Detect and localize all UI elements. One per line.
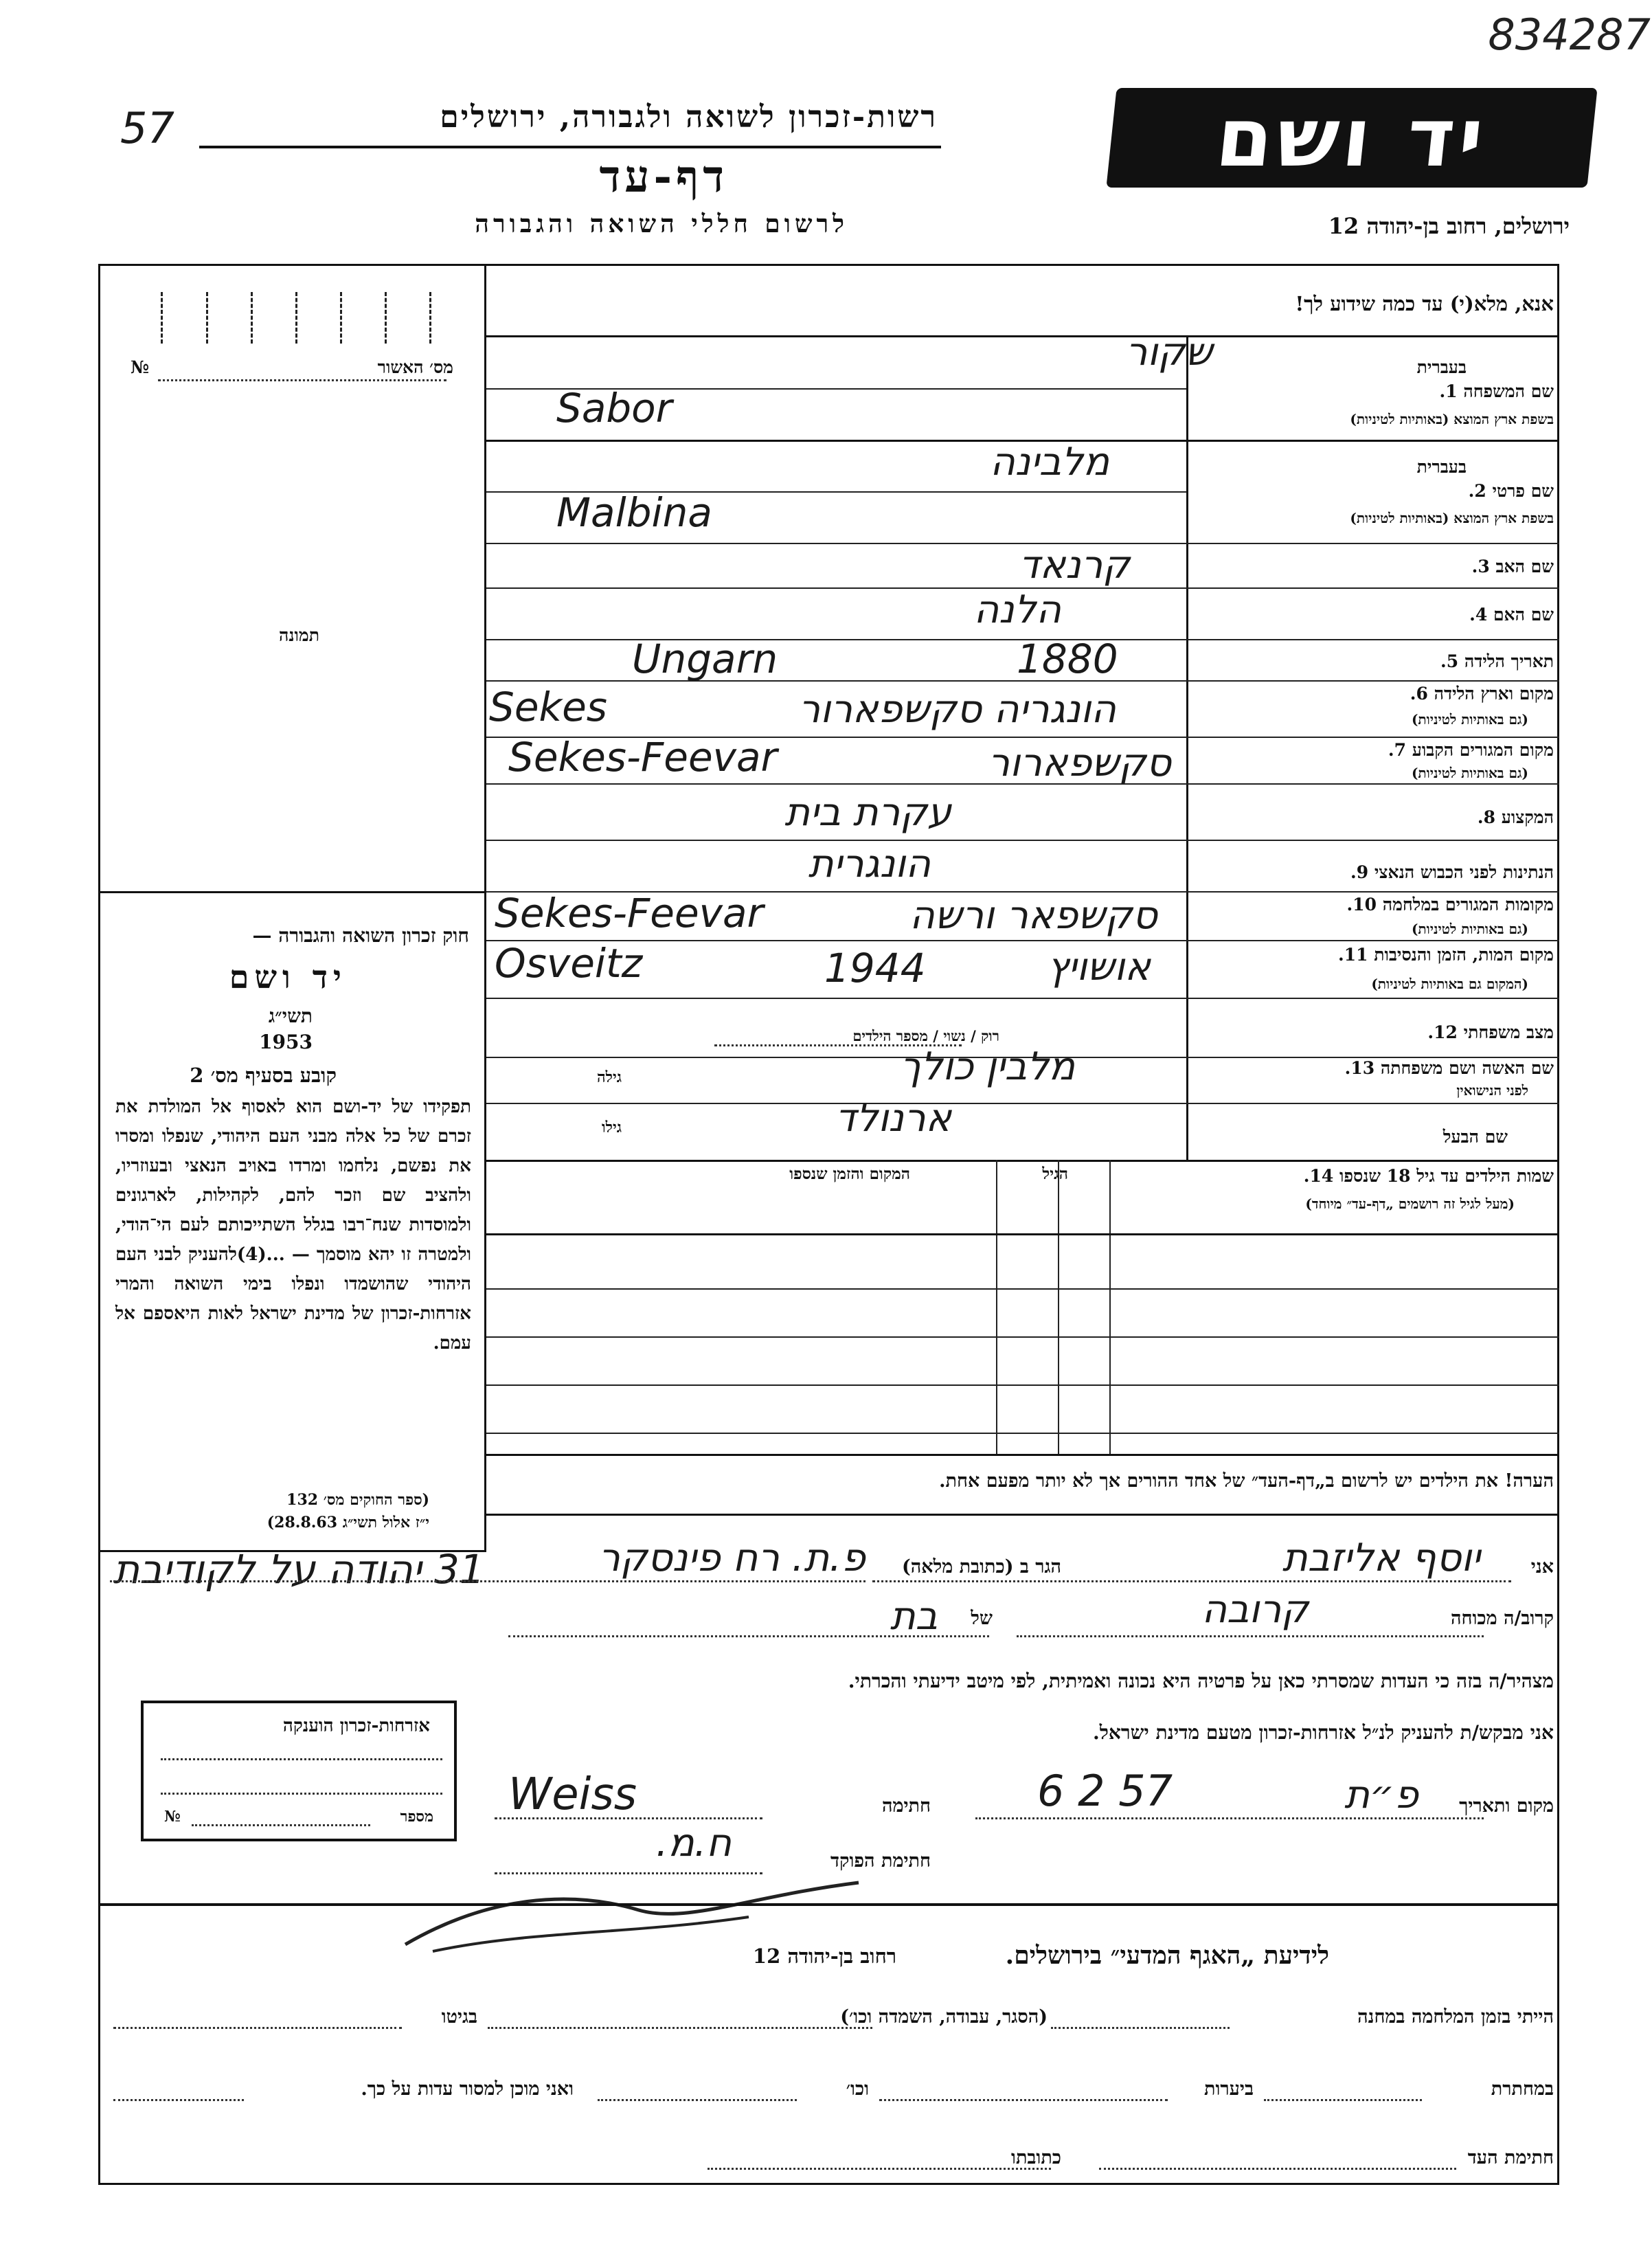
law-title: חוק זכרון השואה והגבורה — xyxy=(252,924,469,947)
cert-number-label: מס׳ האשור xyxy=(377,357,453,377)
footer-line3-a: חתימת העד xyxy=(1467,2147,1554,2168)
footer-line1-b: (הסגר, עבודה, השמדה וכו׳) xyxy=(840,2006,1048,2028)
footer-line2-d: ואני מוכן למסור עדות על כך. xyxy=(361,2078,574,2100)
field3-label: שם האב 3. xyxy=(1471,557,1554,576)
yad-vashem-logo xyxy=(1106,88,1597,188)
field11-note: (המקום גם באותיות לטיניות) xyxy=(1371,976,1528,992)
field14-note: (מעל לגיל זה רושמים „דף-עד״ מיוחד) xyxy=(1305,1196,1515,1212)
footer-address: רחוב בן-יהודה 12 xyxy=(752,1944,896,1968)
law-reference-date: י״ז אלול תשי״ג 28.8.63) xyxy=(267,1514,429,1532)
age-m-label: גילו xyxy=(602,1119,622,1136)
field11-label: מקום המות, הזמן והנסיבות 11. xyxy=(1337,945,1554,965)
reference-number: 57 xyxy=(120,103,174,153)
field1-label: שם המשפחה 1. xyxy=(1439,381,1554,401)
field13-label: שם האשה ושם משפחתה 13. xyxy=(1344,1058,1554,1078)
hw-birth-country: Ungarn xyxy=(632,636,778,682)
hw-father: קרנאד xyxy=(1019,543,1130,587)
citizenship-box xyxy=(141,1701,457,1841)
sidebar-box xyxy=(98,264,486,1552)
hw-place: פ״ת xyxy=(1344,1773,1418,1817)
children-note: הערה! את הילדים יש לרשום ב„דף-העד״ של אחד ההורים אך לא יותר מפעם אחת. xyxy=(939,1470,1554,1492)
citizenship-no-sign: № xyxy=(164,1808,181,1826)
law-section: קובע בסעיף מס׳ 2 xyxy=(190,1064,337,1087)
hw-date: 6 2 57 xyxy=(1037,1766,1173,1816)
field6-label: מקום וארץ הלידה 6. xyxy=(1410,684,1554,704)
hw-surname-latin: Sabor xyxy=(556,385,672,431)
form-subtitle: לרשום חללי השואה והגבורה xyxy=(475,210,848,238)
husband-label: שם הבעל xyxy=(1442,1127,1508,1147)
hw-residence-he: סקשפארור xyxy=(988,741,1171,785)
col-place: המקום והזמן שנספו xyxy=(789,1165,910,1183)
hw-birthplace-latin: Sekes xyxy=(489,684,607,730)
decl-resides: הגר ב (כתובת מלאה) xyxy=(901,1556,1061,1578)
field13-note: לפני הנישואין xyxy=(1456,1082,1528,1099)
field10-note: (גם באותיות לטיניות) xyxy=(1411,921,1528,937)
hw-mother: הלנה xyxy=(973,587,1061,632)
authority-name: רשות-זכרון לשואה ולגבורה, ירושלים xyxy=(440,100,938,135)
law-name: יד ושם xyxy=(229,958,347,996)
hw-residence-latin: Sekes-Feevar xyxy=(508,734,778,781)
citizenship-number-label: מספר xyxy=(400,1808,433,1826)
hw-profession: עקרת בית xyxy=(784,790,951,835)
logo-text: יד ושם xyxy=(1212,90,1492,185)
footer-line1-c: בגיטו xyxy=(441,2006,477,2028)
law-reference: (ספר החוקים מס׳ 132 xyxy=(286,1491,429,1509)
field1-hebrew-label: בעברית xyxy=(1416,357,1467,377)
footer-line2-b: ביערות xyxy=(1203,2078,1254,2100)
no-sign: № xyxy=(131,357,150,377)
hw-firstname-he: מלבינה xyxy=(990,440,1109,484)
field6-note: (גם באותיות לטיניות) xyxy=(1411,711,1528,728)
footer-line1-a: הייתי בזמן המלחמה במחנה xyxy=(1357,2006,1554,2028)
field2-native-label: בשפת ארץ המוצא (באותיות לטיניות) xyxy=(1350,510,1554,526)
field12-options: רוק / נשוי / מספר הילדים xyxy=(852,1027,999,1044)
field5-label: תאריך הלידה 5. xyxy=(1440,651,1554,671)
decl-signature-label: חתימה xyxy=(881,1795,931,1817)
field2-label: שם פרטי 2. xyxy=(1468,481,1554,501)
col-age: הגיל xyxy=(1042,1165,1068,1183)
hw-surname-he: שקור xyxy=(1125,330,1212,374)
decl-i-label: אני xyxy=(1530,1556,1554,1578)
hw-death-year: 1944 xyxy=(824,945,926,991)
hw-war-residence-latin: Sekes-Feevar xyxy=(495,890,764,936)
field14-label: שמות הילדים עד גיל 18 שנספו 14. xyxy=(1303,1166,1554,1186)
hw-relation-of: בת xyxy=(890,1594,938,1639)
hw-birthplace-he: הונגריה סקשפארור xyxy=(798,687,1116,732)
hw-death-place-latin: Osveitz xyxy=(495,940,643,987)
law-year: 1953 xyxy=(259,1031,313,1053)
hw-relation: קרובה xyxy=(1201,1587,1309,1632)
archive-number: 834287 xyxy=(1488,10,1651,60)
decl-of: של xyxy=(971,1608,993,1629)
field4-label: שם האם 4. xyxy=(1469,605,1554,625)
hw-signature: Weiss xyxy=(508,1769,637,1820)
decl-place-date: מקום ותאריך xyxy=(1459,1795,1554,1817)
field9-label: הנתינות לפני הכבוש הנאצי 9. xyxy=(1350,862,1554,882)
hw-birth-year: 1880 xyxy=(1017,636,1118,682)
field8-label: המקצוע 8. xyxy=(1477,807,1554,827)
decl-statement: מצהיר/ה בזה כי העדות שמסרתי כאן על פרטיה היא נכונה ואמיתית, לפי מיטב ידיעתי והכרתי. xyxy=(848,1670,1554,1692)
decl-relative: קרוב/ה מכוחה xyxy=(1450,1608,1554,1629)
footer-line3-b: כתובתו xyxy=(1011,2147,1061,2168)
decl-officer-label: חתימת הפוקד xyxy=(830,1850,931,1872)
citizenship-title: אזרחות-זכרון הוענקה xyxy=(282,1716,430,1736)
hw-officer-sign: ח.מ. xyxy=(655,1821,732,1865)
footer-title: לידיעת „האגף המדעי״ בירושלים. xyxy=(1005,1941,1329,1970)
decl-request: אני מבקש/ת להעניק לנ״ל אזרחות-זכרון מטעם מדינת ישראל. xyxy=(1093,1721,1554,1744)
field7-label: מקום המגורים הקבוע 7. xyxy=(1388,740,1554,760)
hw-firstname-latin: Malbina xyxy=(556,489,712,536)
field7-note: (גם באותיות לטיניות) xyxy=(1411,765,1528,781)
law-text: תפקידו של יד-ושם הוא לאסוף אל המולדת את זכרם של כל אלה מבני העם היהודי, שנפלו ומסרו את נפשם, נלחמו ומרדו באויב הנאצי ובעוזריו, ולהציב שם וזכר להם, לקהילות, לארגונים ולמוסדות שנח־רבו בגלל השתייכותם לעם הי־הודי, ולמטרה זו יהא מוסמך — ...(4)להעניק לבני העם היהודי שהושמדו ונפלו בימי השואה והמרי אזרחות-זכרון של מדינת ישראל לאות היאספם אל עמם. xyxy=(115,1097,472,1354)
field2-hebrew-label: בעברית xyxy=(1416,457,1467,477)
hw-witness-address: פ.ת. רח פינסקר xyxy=(598,1536,865,1580)
field12-label: מצב משפחתי 12. xyxy=(1427,1022,1554,1042)
age-f-label: גילה xyxy=(597,1068,622,1086)
form-title: דף-עד xyxy=(599,151,728,203)
hw-husband: ארנולד xyxy=(835,1096,951,1141)
footer-line2-a: במחתרת xyxy=(1491,2078,1554,2100)
hw-witness-name: יוסף אליזבת xyxy=(1282,1536,1480,1580)
hw-war-residence-he: סקשפאר ורשה xyxy=(909,893,1157,938)
field1-native-label: בשפת ארץ המוצא (באותיות לטיניות) xyxy=(1350,411,1554,427)
hw-death-place-he: אושויץ xyxy=(1047,945,1151,989)
photo-label: תמונה xyxy=(279,625,319,645)
hw-citizenship: הונגרית xyxy=(808,842,931,886)
law-year-hebrew: תשי״ג xyxy=(268,1005,313,1027)
form-intro: אנא, מלא(י) עד כמה שידוע לך! xyxy=(1295,292,1554,315)
address: ירושלים, רחוב בן-יהודה 12 xyxy=(1328,213,1570,239)
footer-line2-c: וכו׳ xyxy=(846,2078,869,2100)
hw-witness-street: 31 יהודה על לקודיבת xyxy=(113,1546,485,1593)
field10-label: מקומות המגורים במלחמה 10. xyxy=(1346,895,1554,915)
hw-spouse: מלבין כולך xyxy=(900,1044,1075,1089)
